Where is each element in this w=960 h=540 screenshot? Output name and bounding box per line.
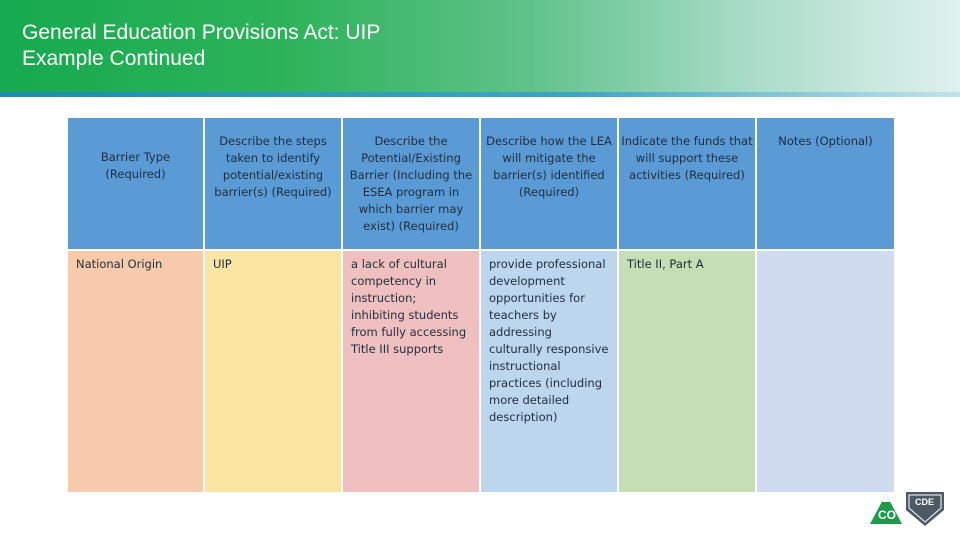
header-notes: Notes (Optional) (756, 117, 895, 250)
slide-title-line-2: Example Continued (22, 47, 206, 70)
logo-state-text: CO (878, 508, 896, 522)
cell-steps-taken: UIP (204, 250, 342, 493)
mountain-snowcap-icon (882, 494, 890, 502)
cde-colorado-logo (868, 484, 948, 528)
logo-badge-text: CDE (915, 497, 935, 507)
cell-notes (756, 250, 895, 493)
table-header-row (67, 117, 895, 250)
uip-barrier-table (66, 116, 896, 494)
slide-title (22, 20, 722, 72)
table-row (67, 250, 895, 493)
cell-barrier-type: National Origin (67, 250, 204, 493)
header-funds: Indicate the funds that will support these activities (Required) (618, 117, 756, 250)
cell-mitigation: provide professional development opportunities for teachers by addressing culturally responsive instructional practices (including more detailed description) (480, 250, 618, 493)
header-steps-taken: Describe the steps taken to identify potential/existing barrier(s) (Required) (204, 117, 342, 250)
slide-title-line-1: General Education Provisions Act: UIP (22, 21, 381, 44)
cell-describe-barrier: a lack of cultural competency in instruction; inhibiting students from fully accessing Title III supports (342, 250, 480, 493)
title-banner-underline (0, 92, 960, 97)
header-mitigation: Describe how the LEA will mitigate the barrier(s) identified (Required) (480, 117, 618, 250)
header-barrier-type: Barrier Type (Required) (67, 117, 204, 250)
cell-funds: Title II, Part A (618, 250, 756, 493)
header-describe-barrier: Describe the Potential/Existing Barrier (Including the ESEA program in which barrier may exist) (Required) (342, 117, 480, 250)
